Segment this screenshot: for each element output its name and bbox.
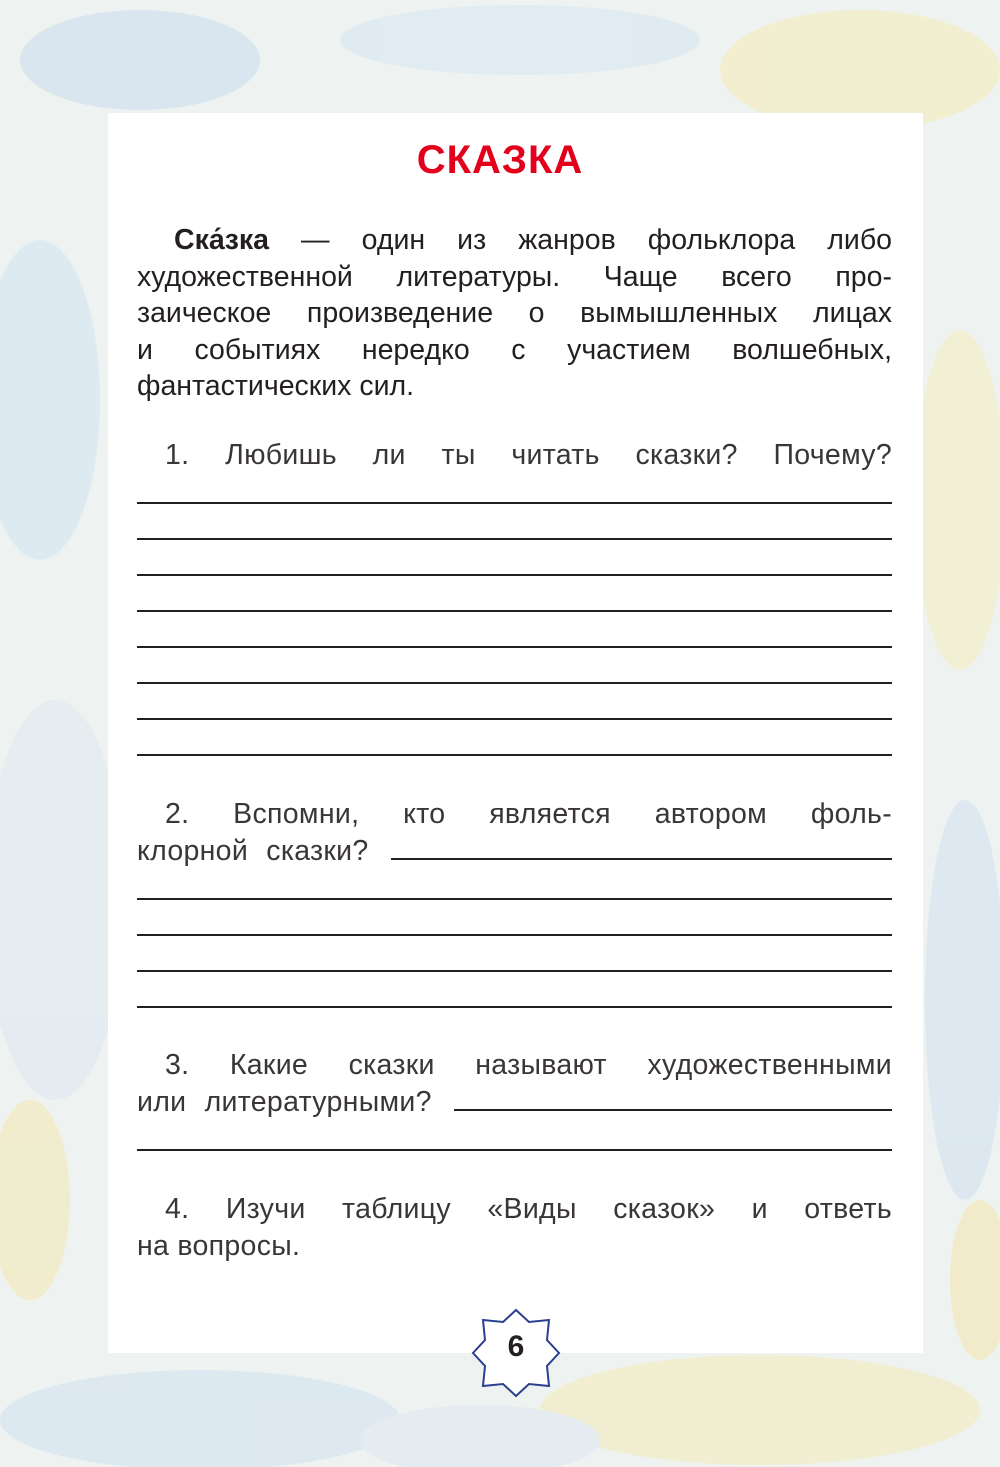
answer-line[interactable] bbox=[137, 970, 892, 972]
answer-line[interactable] bbox=[137, 934, 892, 936]
answer-line[interactable] bbox=[137, 1006, 892, 1008]
answer-line[interactable] bbox=[391, 834, 892, 860]
answer-line[interactable] bbox=[137, 574, 892, 576]
intro-term: Ска́зка bbox=[174, 224, 269, 256]
page-title: СКАЗКА bbox=[416, 138, 584, 182]
intro-line-2: художественной литературы. Чаще всего про- bbox=[137, 260, 892, 293]
question-2-row-2 bbox=[137, 833, 892, 870]
answer-line[interactable] bbox=[137, 610, 892, 612]
question-3-line-2: или литературными? bbox=[137, 1085, 432, 1118]
intro-paragraph bbox=[137, 222, 892, 405]
question-2-line-2: клорной сказки? bbox=[137, 834, 369, 867]
answer-line[interactable] bbox=[137, 1149, 892, 1151]
question-4-line-2: на вопросы. bbox=[137, 1229, 301, 1262]
question-3 bbox=[137, 1047, 892, 1120]
answer-line[interactable] bbox=[137, 538, 892, 540]
page-number: 6 bbox=[507, 1330, 525, 1363]
intro-line-1: Ска́зка — один из жанров фольклора либо bbox=[174, 224, 892, 256]
question-3-row-2 bbox=[137, 1084, 892, 1121]
answer-line[interactable] bbox=[137, 502, 892, 504]
intro-line-4: и событиях нередко с участием волшебных, bbox=[137, 333, 892, 366]
question-3-line-1: 3. Какие сказки называют художественными bbox=[165, 1049, 892, 1081]
intro-line-3: заическое произведение о вымышленных лицах bbox=[137, 297, 892, 329]
answer-line[interactable] bbox=[137, 682, 892, 684]
question-4 bbox=[137, 1191, 892, 1264]
answer-line[interactable] bbox=[137, 646, 892, 648]
answer-line[interactable] bbox=[137, 898, 892, 900]
answer-line[interactable] bbox=[137, 754, 892, 756]
answer-line[interactable] bbox=[137, 718, 892, 720]
question-4-line-1: 4. Изучи таблицу «Виды сказок» и ответь bbox=[165, 1193, 892, 1225]
question-1-text: 1. Любишь ли ты читать сказки? Почему? bbox=[165, 439, 892, 471]
intro-line-5: фантастических сил. bbox=[137, 370, 415, 402]
question-1 bbox=[137, 437, 892, 474]
question-2 bbox=[137, 796, 892, 869]
question-2-line-1: 2. Вспомни, кто является автором фоль- bbox=[165, 798, 892, 830]
answer-line[interactable] bbox=[454, 1085, 892, 1111]
